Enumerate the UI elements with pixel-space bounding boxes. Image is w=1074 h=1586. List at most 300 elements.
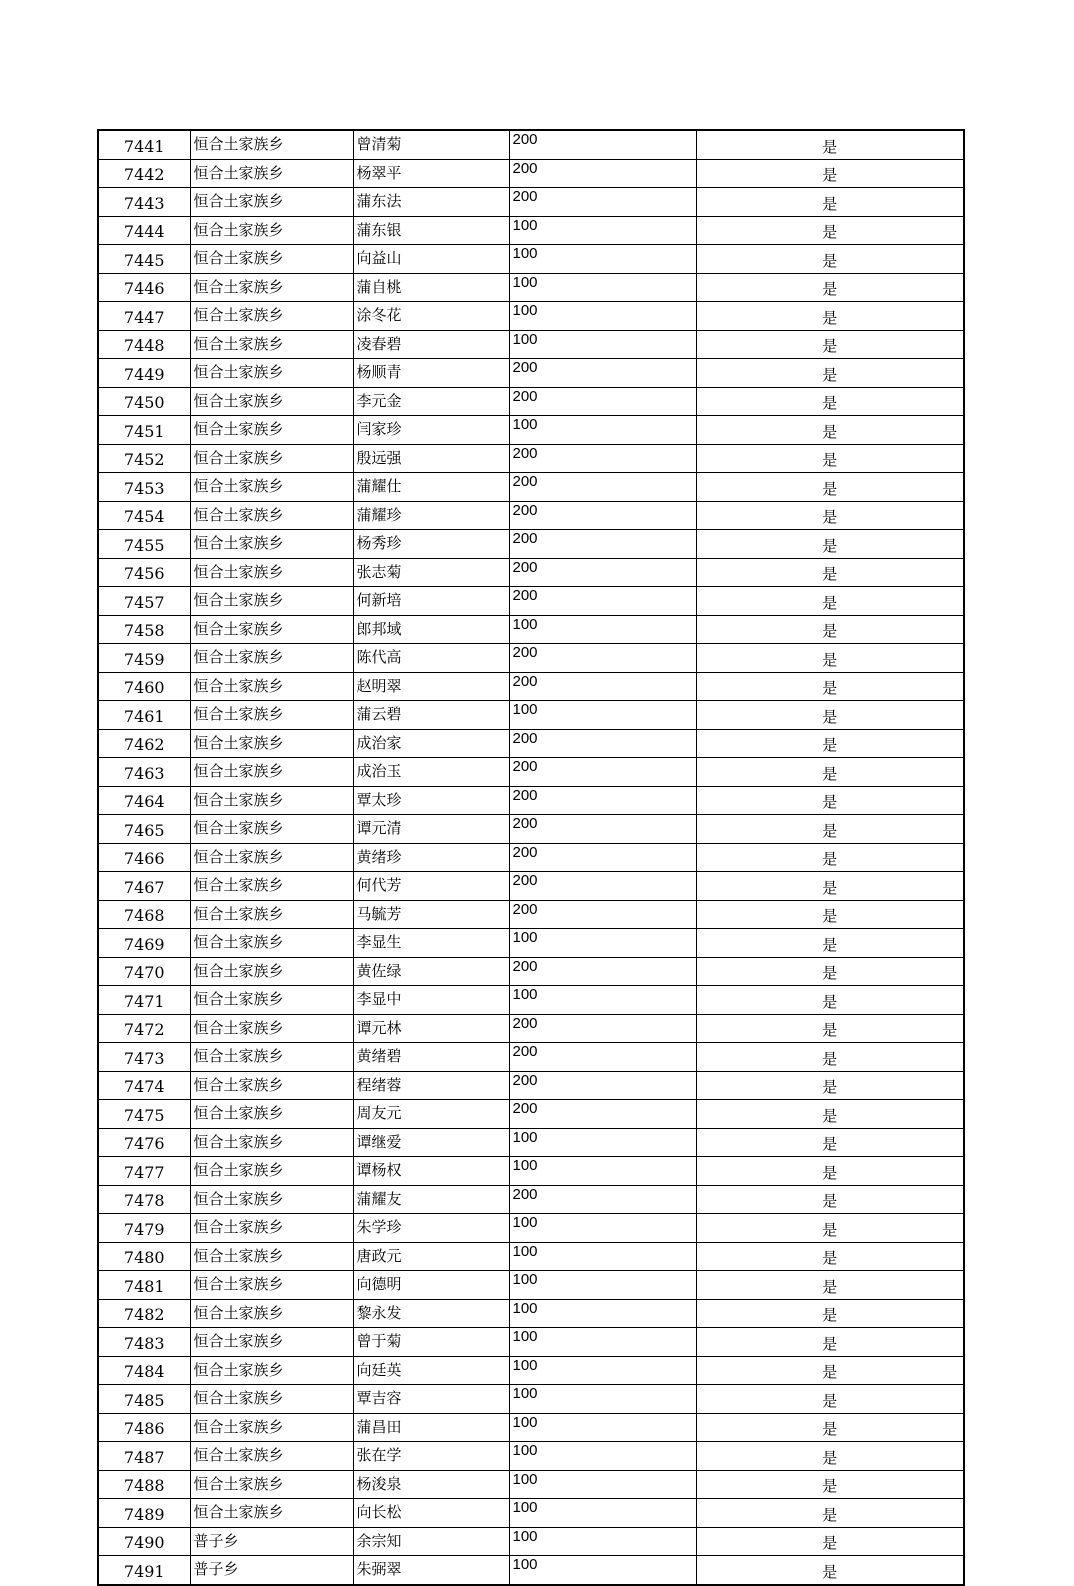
flag-cell: 是	[696, 530, 964, 559]
township-cell: 恒合土家族乡	[190, 1385, 353, 1414]
township-cell: 恒合土家族乡	[190, 986, 353, 1015]
row-number-cell: 7449	[98, 359, 190, 388]
flag-cell: 是	[696, 1299, 964, 1328]
township-cell: 恒合土家族乡	[190, 1157, 353, 1186]
row-number-cell: 7490	[98, 1527, 190, 1556]
table-row	[98, 530, 964, 559]
township-cell: 恒合土家族乡	[190, 359, 353, 388]
flag-cell: 是	[696, 1442, 964, 1471]
row-number-cell: 7484	[98, 1356, 190, 1385]
name-cell: 蒲昌田	[353, 1413, 509, 1442]
amount-cell: 200	[509, 758, 696, 787]
township-cell: 恒合土家族乡	[190, 159, 353, 188]
table-row	[98, 872, 964, 901]
table-row	[98, 159, 964, 188]
row-number-cell: 7476	[98, 1128, 190, 1157]
table-row	[98, 130, 964, 159]
township-cell: 恒合土家族乡	[190, 1271, 353, 1300]
row-number-cell: 7456	[98, 558, 190, 587]
name-cell: 谭杨权	[353, 1157, 509, 1186]
flag-cell: 是	[696, 273, 964, 302]
township-cell: 恒合土家族乡	[190, 330, 353, 359]
township-cell: 恒合土家族乡	[190, 1413, 353, 1442]
table-row	[98, 729, 964, 758]
amount-cell: 200	[509, 644, 696, 673]
township-cell: 恒合土家族乡	[190, 273, 353, 302]
name-cell: 程绪蓉	[353, 1071, 509, 1100]
flag-cell: 是	[696, 159, 964, 188]
flag-cell: 是	[696, 1470, 964, 1499]
amount-cell: 100	[509, 1527, 696, 1556]
table-row	[98, 387, 964, 416]
flag-cell: 是	[696, 1100, 964, 1129]
table-row	[98, 1185, 964, 1214]
amount-cell: 200	[509, 843, 696, 872]
flag-cell: 是	[696, 444, 964, 473]
township-cell: 恒合土家族乡	[190, 1299, 353, 1328]
name-cell: 杨秀珍	[353, 530, 509, 559]
flag-cell: 是	[696, 1556, 964, 1585]
flag-cell: 是	[696, 1071, 964, 1100]
row-number-cell: 7462	[98, 729, 190, 758]
amount-cell: 100	[509, 701, 696, 730]
township-cell: 恒合土家族乡	[190, 815, 353, 844]
township-cell: 恒合土家族乡	[190, 1014, 353, 1043]
flag-cell: 是	[696, 416, 964, 445]
township-cell: 恒合土家族乡	[190, 473, 353, 502]
township-cell: 恒合土家族乡	[190, 216, 353, 245]
township-cell: 恒合土家族乡	[190, 1100, 353, 1129]
row-number-cell: 7470	[98, 957, 190, 986]
name-cell: 郎邦域	[353, 615, 509, 644]
township-cell: 恒合土家族乡	[190, 1185, 353, 1214]
table-row	[98, 558, 964, 587]
flag-cell: 是	[696, 815, 964, 844]
row-number-cell: 7486	[98, 1413, 190, 1442]
amount-cell: 100	[509, 1556, 696, 1585]
amount-cell: 100	[509, 216, 696, 245]
table-row	[98, 1014, 964, 1043]
name-cell: 黄绪珍	[353, 843, 509, 872]
township-cell: 恒合土家族乡	[190, 900, 353, 929]
table-row	[98, 1328, 964, 1357]
row-number-cell: 7479	[98, 1214, 190, 1243]
name-cell: 蒲东法	[353, 188, 509, 217]
name-cell: 蒲东银	[353, 216, 509, 245]
name-cell: 陈代高	[353, 644, 509, 673]
amount-cell: 200	[509, 530, 696, 559]
amount-cell: 200	[509, 1100, 696, 1129]
flag-cell: 是	[696, 216, 964, 245]
row-number-cell: 7447	[98, 302, 190, 331]
row-number-cell: 7474	[98, 1071, 190, 1100]
township-cell: 恒合土家族乡	[190, 1356, 353, 1385]
flag-cell: 是	[696, 1499, 964, 1528]
row-number-cell: 7444	[98, 216, 190, 245]
table-row	[98, 587, 964, 616]
row-number-cell: 7448	[98, 330, 190, 359]
flag-cell: 是	[696, 587, 964, 616]
table-row	[98, 245, 964, 274]
table-row	[98, 216, 964, 245]
row-number-cell: 7481	[98, 1271, 190, 1300]
flag-cell: 是	[696, 900, 964, 929]
table-row	[98, 1499, 964, 1528]
row-number-cell: 7446	[98, 273, 190, 302]
amount-cell: 100	[509, 1157, 696, 1186]
table-row	[98, 615, 964, 644]
row-number-cell: 7480	[98, 1242, 190, 1271]
name-cell: 蒲耀仕	[353, 473, 509, 502]
flag-cell: 是	[696, 188, 964, 217]
table-row	[98, 1100, 964, 1129]
flag-cell: 是	[696, 758, 964, 787]
name-cell: 殷远强	[353, 444, 509, 473]
row-number-cell: 7485	[98, 1385, 190, 1414]
township-cell: 恒合土家族乡	[190, 957, 353, 986]
flag-cell: 是	[696, 1214, 964, 1243]
amount-cell: 200	[509, 130, 696, 159]
table-row	[98, 273, 964, 302]
name-cell: 赵明翠	[353, 672, 509, 701]
amount-cell: 100	[509, 1470, 696, 1499]
township-cell: 恒合土家族乡	[190, 929, 353, 958]
township-cell: 普子乡	[190, 1527, 353, 1556]
flag-cell: 是	[696, 245, 964, 274]
flag-cell: 是	[696, 558, 964, 587]
flag-cell: 是	[696, 1527, 964, 1556]
name-cell: 杨顺青	[353, 359, 509, 388]
township-cell: 普子乡	[190, 1556, 353, 1585]
table-row	[98, 1271, 964, 1300]
amount-cell: 100	[509, 1413, 696, 1442]
row-number-cell: 7478	[98, 1185, 190, 1214]
row-number-cell: 7472	[98, 1014, 190, 1043]
amount-cell: 200	[509, 672, 696, 701]
table-row	[98, 1356, 964, 1385]
table-row	[98, 359, 964, 388]
row-number-cell: 7463	[98, 758, 190, 787]
table-row	[98, 815, 964, 844]
township-cell: 恒合土家族乡	[190, 1128, 353, 1157]
amount-cell: 200	[509, 1185, 696, 1214]
row-number-cell: 7450	[98, 387, 190, 416]
row-number-cell: 7473	[98, 1043, 190, 1072]
row-number-cell: 7471	[98, 986, 190, 1015]
flag-cell: 是	[696, 986, 964, 1015]
township-cell: 恒合土家族乡	[190, 387, 353, 416]
amount-cell: 200	[509, 786, 696, 815]
flag-cell: 是	[696, 1157, 964, 1186]
name-cell: 成治玉	[353, 758, 509, 787]
flag-cell: 是	[696, 1014, 964, 1043]
amount-cell: 200	[509, 1071, 696, 1100]
township-cell: 恒合土家族乡	[190, 1071, 353, 1100]
row-number-cell: 7451	[98, 416, 190, 445]
flag-cell: 是	[696, 1413, 964, 1442]
name-cell: 周友元	[353, 1100, 509, 1129]
amount-cell: 100	[509, 615, 696, 644]
amount-cell: 200	[509, 957, 696, 986]
table-row	[98, 330, 964, 359]
row-number-cell: 7454	[98, 501, 190, 530]
name-cell: 谭继爱	[353, 1128, 509, 1157]
table-row	[98, 1157, 964, 1186]
amount-cell: 100	[509, 1271, 696, 1300]
flag-cell: 是	[696, 330, 964, 359]
name-cell: 何新培	[353, 587, 509, 616]
row-number-cell: 7467	[98, 872, 190, 901]
amount-cell: 100	[509, 1299, 696, 1328]
row-number-cell: 7453	[98, 473, 190, 502]
amount-cell: 200	[509, 159, 696, 188]
name-cell: 凌春碧	[353, 330, 509, 359]
amount-cell: 200	[509, 729, 696, 758]
name-cell: 涂冬花	[353, 302, 509, 331]
data-table	[97, 129, 965, 1586]
amount-cell: 200	[509, 473, 696, 502]
amount-cell: 100	[509, 245, 696, 274]
table-row	[98, 672, 964, 701]
name-cell: 谭元清	[353, 815, 509, 844]
flag-cell: 是	[696, 615, 964, 644]
amount-cell: 200	[509, 359, 696, 388]
table-row	[98, 957, 964, 986]
flag-cell: 是	[696, 1043, 964, 1072]
flag-cell: 是	[696, 701, 964, 730]
name-cell: 朱学珍	[353, 1214, 509, 1243]
row-number-cell: 7491	[98, 1556, 190, 1585]
name-cell: 黄佐绿	[353, 957, 509, 986]
row-number-cell: 7459	[98, 644, 190, 673]
table-row	[98, 188, 964, 217]
flag-cell: 是	[696, 359, 964, 388]
name-cell: 李显生	[353, 929, 509, 958]
flag-cell: 是	[696, 130, 964, 159]
row-number-cell: 7443	[98, 188, 190, 217]
table-row	[98, 1214, 964, 1243]
amount-cell: 100	[509, 1499, 696, 1528]
row-number-cell: 7466	[98, 843, 190, 872]
table-row	[98, 1413, 964, 1442]
amount-cell: 100	[509, 273, 696, 302]
row-number-cell: 7477	[98, 1157, 190, 1186]
name-cell: 唐政元	[353, 1242, 509, 1271]
amount-cell: 100	[509, 1242, 696, 1271]
amount-cell: 200	[509, 1043, 696, 1072]
township-cell: 恒合土家族乡	[190, 1442, 353, 1471]
name-cell: 闫家珍	[353, 416, 509, 445]
amount-cell: 100	[509, 1356, 696, 1385]
row-number-cell: 7460	[98, 672, 190, 701]
table-row	[98, 1299, 964, 1328]
row-number-cell: 7469	[98, 929, 190, 958]
township-cell: 恒合土家族乡	[190, 729, 353, 758]
flag-cell: 是	[696, 302, 964, 331]
township-cell: 恒合土家族乡	[190, 672, 353, 701]
table-row	[98, 1385, 964, 1414]
township-cell: 恒合土家族乡	[190, 530, 353, 559]
name-cell: 杨浚泉	[353, 1470, 509, 1499]
name-cell: 朱弼翠	[353, 1556, 509, 1585]
township-cell: 恒合土家族乡	[190, 615, 353, 644]
flag-cell: 是	[696, 929, 964, 958]
flag-cell: 是	[696, 843, 964, 872]
name-cell: 蒲自桃	[353, 273, 509, 302]
amount-cell: 100	[509, 1214, 696, 1243]
name-cell: 曾清菊	[353, 130, 509, 159]
row-number-cell: 7483	[98, 1328, 190, 1357]
table-body	[98, 130, 964, 1585]
township-cell: 恒合土家族乡	[190, 701, 353, 730]
township-cell: 恒合土家族乡	[190, 245, 353, 274]
table-row	[98, 1071, 964, 1100]
flag-cell: 是	[696, 1271, 964, 1300]
flag-cell: 是	[696, 729, 964, 758]
table-row	[98, 302, 964, 331]
amount-cell: 100	[509, 1328, 696, 1357]
name-cell: 李显中	[353, 986, 509, 1015]
amount-cell: 200	[509, 501, 696, 530]
row-number-cell: 7461	[98, 701, 190, 730]
township-cell: 恒合土家族乡	[190, 872, 353, 901]
amount-cell: 100	[509, 1442, 696, 1471]
township-cell: 恒合土家族乡	[190, 501, 353, 530]
flag-cell: 是	[696, 957, 964, 986]
row-number-cell: 7489	[98, 1499, 190, 1528]
flag-cell: 是	[696, 1242, 964, 1271]
row-number-cell: 7442	[98, 159, 190, 188]
row-number-cell: 7458	[98, 615, 190, 644]
table-row	[98, 701, 964, 730]
amount-cell: 200	[509, 558, 696, 587]
name-cell: 谭元林	[353, 1014, 509, 1043]
row-number-cell: 7465	[98, 815, 190, 844]
flag-cell: 是	[696, 644, 964, 673]
table-row	[98, 929, 964, 958]
name-cell: 马毓芳	[353, 900, 509, 929]
flag-cell: 是	[696, 872, 964, 901]
row-number-cell: 7468	[98, 900, 190, 929]
row-number-cell: 7475	[98, 1100, 190, 1129]
table-row	[98, 1470, 964, 1499]
amount-cell: 100	[509, 929, 696, 958]
table-row	[98, 758, 964, 787]
flag-cell: 是	[696, 786, 964, 815]
name-cell: 覃太珍	[353, 786, 509, 815]
township-cell: 恒合土家族乡	[190, 1470, 353, 1499]
table-row	[98, 1043, 964, 1072]
name-cell: 曾于菊	[353, 1328, 509, 1357]
township-cell: 恒合土家族乡	[190, 1328, 353, 1357]
flag-cell: 是	[696, 501, 964, 530]
table-row	[98, 473, 964, 502]
flag-cell: 是	[696, 1128, 964, 1157]
amount-cell: 200	[509, 900, 696, 929]
flag-cell: 是	[696, 473, 964, 502]
table-row	[98, 444, 964, 473]
township-cell: 恒合土家族乡	[190, 558, 353, 587]
row-number-cell: 7488	[98, 1470, 190, 1499]
flag-cell: 是	[696, 1328, 964, 1357]
name-cell: 向益山	[353, 245, 509, 274]
row-number-cell: 7441	[98, 130, 190, 159]
table-row	[98, 1556, 964, 1585]
row-number-cell: 7455	[98, 530, 190, 559]
name-cell: 蒲耀珍	[353, 501, 509, 530]
table-row	[98, 843, 964, 872]
table-row	[98, 1527, 964, 1556]
table-row	[98, 900, 964, 929]
name-cell: 余宗知	[353, 1527, 509, 1556]
amount-cell: 100	[509, 1385, 696, 1414]
name-cell: 覃吉容	[353, 1385, 509, 1414]
flag-cell: 是	[696, 672, 964, 701]
amount-cell: 200	[509, 815, 696, 844]
township-cell: 恒合土家族乡	[190, 1043, 353, 1072]
township-cell: 恒合土家族乡	[190, 444, 353, 473]
township-cell: 恒合土家族乡	[190, 1214, 353, 1243]
amount-cell: 100	[509, 986, 696, 1015]
township-cell: 恒合土家族乡	[190, 188, 353, 217]
township-cell: 恒合土家族乡	[190, 130, 353, 159]
table-row	[98, 1242, 964, 1271]
name-cell: 杨翠平	[353, 159, 509, 188]
amount-cell: 200	[509, 1014, 696, 1043]
township-cell: 恒合土家族乡	[190, 416, 353, 445]
amount-cell: 200	[509, 872, 696, 901]
name-cell: 黎永发	[353, 1299, 509, 1328]
name-cell: 向长松	[353, 1499, 509, 1528]
township-cell: 恒合土家族乡	[190, 843, 353, 872]
amount-cell: 200	[509, 587, 696, 616]
name-cell: 成治家	[353, 729, 509, 758]
table-row	[98, 1128, 964, 1157]
amount-cell: 100	[509, 1128, 696, 1157]
row-number-cell: 7487	[98, 1442, 190, 1471]
name-cell: 张在学	[353, 1442, 509, 1471]
amount-cell: 100	[509, 302, 696, 331]
township-cell: 恒合土家族乡	[190, 786, 353, 815]
amount-cell: 200	[509, 387, 696, 416]
row-number-cell: 7457	[98, 587, 190, 616]
amount-cell: 100	[509, 416, 696, 445]
name-cell: 蒲耀友	[353, 1185, 509, 1214]
table-row	[98, 1442, 964, 1471]
name-cell: 向德明	[353, 1271, 509, 1300]
township-cell: 恒合土家族乡	[190, 1242, 353, 1271]
flag-cell: 是	[696, 1385, 964, 1414]
name-cell: 蒲云碧	[353, 701, 509, 730]
name-cell: 何代芳	[353, 872, 509, 901]
table-row	[98, 416, 964, 445]
name-cell: 李元金	[353, 387, 509, 416]
row-number-cell: 7445	[98, 245, 190, 274]
amount-cell: 100	[509, 330, 696, 359]
flag-cell: 是	[696, 387, 964, 416]
township-cell: 恒合土家族乡	[190, 1499, 353, 1528]
table-row	[98, 644, 964, 673]
row-number-cell: 7464	[98, 786, 190, 815]
table-row	[98, 786, 964, 815]
amount-cell: 200	[509, 188, 696, 217]
row-number-cell: 7452	[98, 444, 190, 473]
row-number-cell: 7482	[98, 1299, 190, 1328]
name-cell: 黄绪碧	[353, 1043, 509, 1072]
township-cell: 恒合土家族乡	[190, 758, 353, 787]
flag-cell: 是	[696, 1356, 964, 1385]
amount-cell: 200	[509, 444, 696, 473]
